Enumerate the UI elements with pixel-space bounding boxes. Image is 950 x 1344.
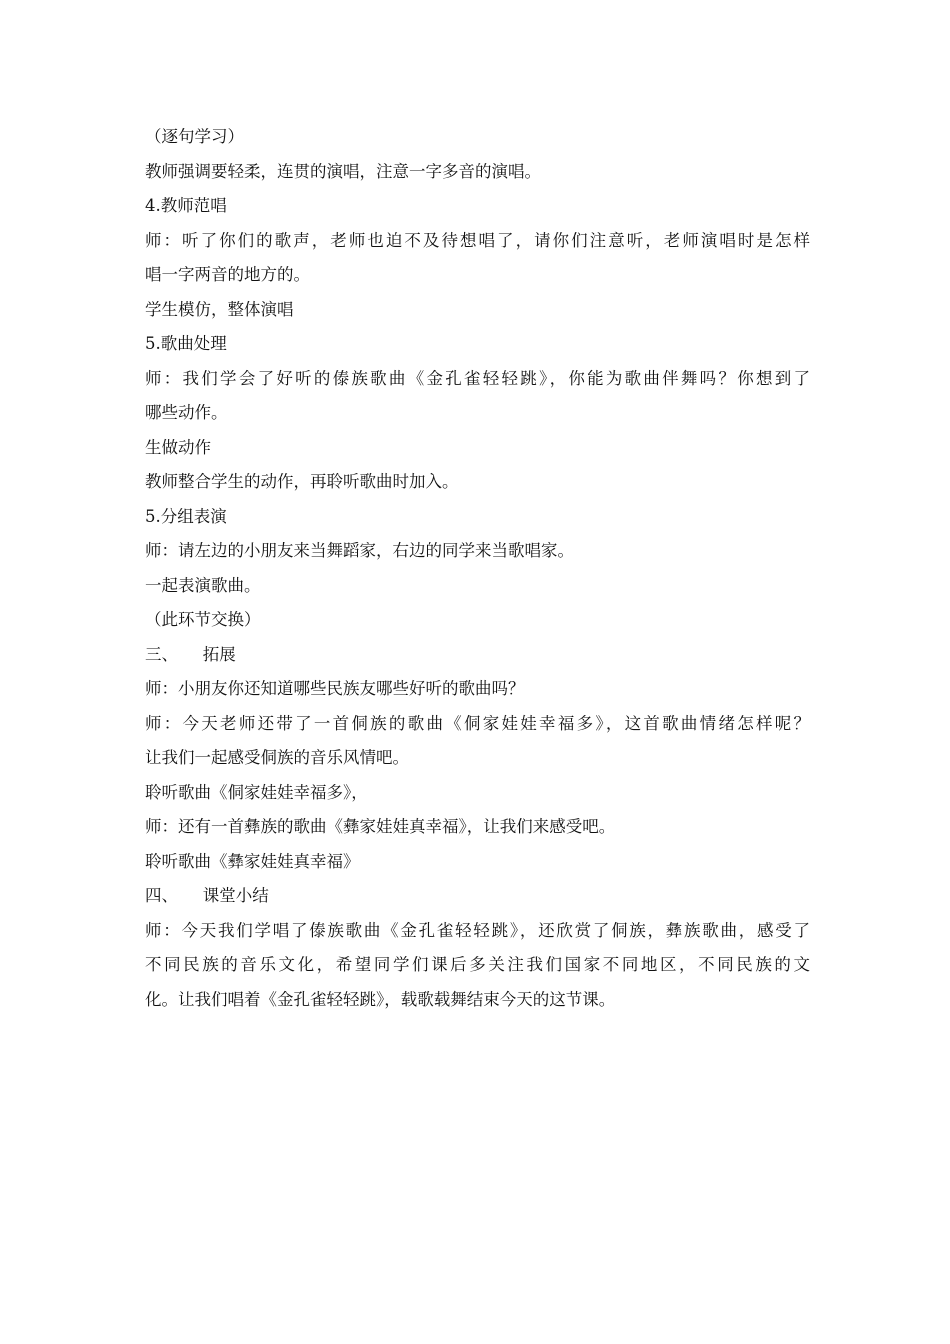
text-line: 不同民族的音乐文化，希望同学们课后多关注我们国家不同地区，不同民族的文: [145, 955, 810, 974]
text-line: 哪些动作。: [145, 403, 228, 422]
text-line: 唱一字两音的地方的。: [145, 265, 310, 284]
text-line: 化。让我们唱着《金孔雀轻轻跳》，载歌载舞结束今天的这节课。: [145, 989, 616, 1009]
section-heading: 4.教师范唱: [145, 196, 227, 215]
text-line: 教师强调要轻柔，连贯的演唱，注意一字多音的演唱。: [145, 161, 541, 181]
text-line: 师：今天老师还带了一首侗族的歌曲《侗家娃娃幸福多》，这首歌曲情绪怎样呢？: [145, 713, 810, 733]
document-body: [145, 122, 810, 1019]
text-line: 聆听歌曲《侗家娃娃幸福多》，: [145, 782, 368, 802]
section-heading: 5.分组表演: [145, 506, 227, 526]
text-line: 师：听了你们的歌声，老师也迫不及待想唱了，请你们注意听，老师演唱时是怎样: [145, 230, 810, 250]
text-line: 生做动作: [145, 437, 211, 457]
text-line: 一起表演歌曲。: [145, 575, 261, 595]
section-heading: 四、 课堂小结: [145, 886, 269, 905]
text-line: （逐句学习）: [145, 127, 244, 146]
section-heading: 三、 拓展: [145, 644, 236, 664]
text-line: 聆听歌曲《彝家娃娃真幸福》: [145, 851, 360, 871]
text-line: 学生模仿，整体演唱: [145, 299, 294, 319]
text-line: 师：今天我们学唱了傣族歌曲《金孔雀轻轻跳》，还欣赏了侗族，彝族歌曲，感受了: [145, 920, 810, 940]
section-heading: 5.歌曲处理: [145, 334, 227, 353]
text-line: 让我们一起感受侗族的音乐风情吧。: [145, 748, 409, 767]
text-line: 师：还有一首彝族的歌曲《彝家娃娃真幸福》，让我们来感受吧。: [145, 817, 616, 836]
text-line: 教师整合学生的动作，再聆听歌曲时加入。: [145, 472, 459, 491]
text-line: 师：请左边的小朋友来当舞蹈家，右边的同学来当歌唱家。: [145, 541, 574, 560]
text-line: 师：小朋友你还知道哪些民族友哪些好听的歌曲吗？: [145, 679, 525, 698]
text-line: （此环节交换）: [145, 610, 261, 629]
text-line: 师：我们学会了好听的傣族歌曲《金孔雀轻轻跳》，你能为歌曲伴舞吗？你想到了: [145, 368, 810, 388]
